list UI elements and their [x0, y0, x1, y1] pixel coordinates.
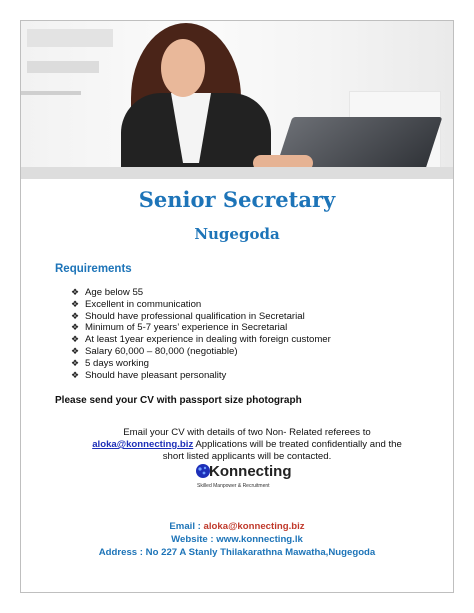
diamond-bullet-icon: ❖ — [71, 345, 80, 356]
list-item: ❖ Excellent in communication — [71, 298, 202, 310]
diamond-bullet-icon: ❖ — [71, 287, 80, 297]
company-logo — [191, 461, 301, 497]
diamond-bullet-icon: ❖ — [71, 334, 80, 345]
diamond-bullet-icon: ❖ — [71, 298, 80, 309]
list-item: ❖ Should have professional qualification in Secretarial — [71, 310, 305, 322]
contact-email: Email : aloka@konnecting.biz — [169, 521, 305, 532]
job-location: Nugegoda — [194, 225, 280, 243]
list-item: ❖ Should have pleasant personality — [71, 369, 227, 381]
list-item: ❖ Minimum of 5-7 years’ experience in Secretarial — [71, 322, 288, 334]
contact-website-value[interactable]: www.konnecting.lk — [216, 534, 303, 545]
requirements-list — [71, 287, 331, 381]
requirements-heading: Requirements — [55, 263, 132, 275]
diamond-bullet-icon: ❖ — [71, 369, 80, 380]
list-item: ❖ At least 1year experience in dealing with foreign customer — [71, 334, 331, 346]
list-item: ❖ 5 days working — [71, 357, 149, 369]
list-item: ❖ Age below 55 — [71, 287, 144, 298]
logo-tagline: Skilled Manpower & Recruitment — [197, 483, 270, 489]
hero-photo — [21, 21, 453, 179]
cv-instruction: Please send your CV with passport size photograph — [55, 395, 302, 406]
diamond-bullet-icon: ❖ — [71, 310, 80, 321]
diamond-bullet-icon: ❖ — [71, 322, 80, 333]
contact-address-value: No 227 A Stanly Thilakarathna Mawatha,Nugegoda — [145, 547, 376, 558]
job-title: Senior Secretary — [138, 187, 336, 212]
list-item: ❖ Salary 60,000 – 80,000 (negotiable) — [71, 345, 238, 357]
contact-email-value[interactable]: aloka@konnecting.biz — [203, 521, 305, 532]
flyer-page — [20, 20, 454, 593]
application-instructions: Email your CV with details of two Non- Related referees to aloka@konnecting.biz Applications will be treated confidentially and the short listed applicants will be contacted. — [92, 427, 402, 462]
diamond-bullet-icon: ❖ — [71, 357, 80, 368]
logo-wordmark: Konnecting — [209, 463, 292, 480]
contact-website: Website : www.konnecting.lk — [171, 534, 303, 545]
email-link[interactable]: aloka@konnecting.biz — [92, 439, 194, 450]
contact-address: Address : No 227 A Stanly Thilakarathna Mawatha,Nugegoda — [98, 547, 376, 558]
